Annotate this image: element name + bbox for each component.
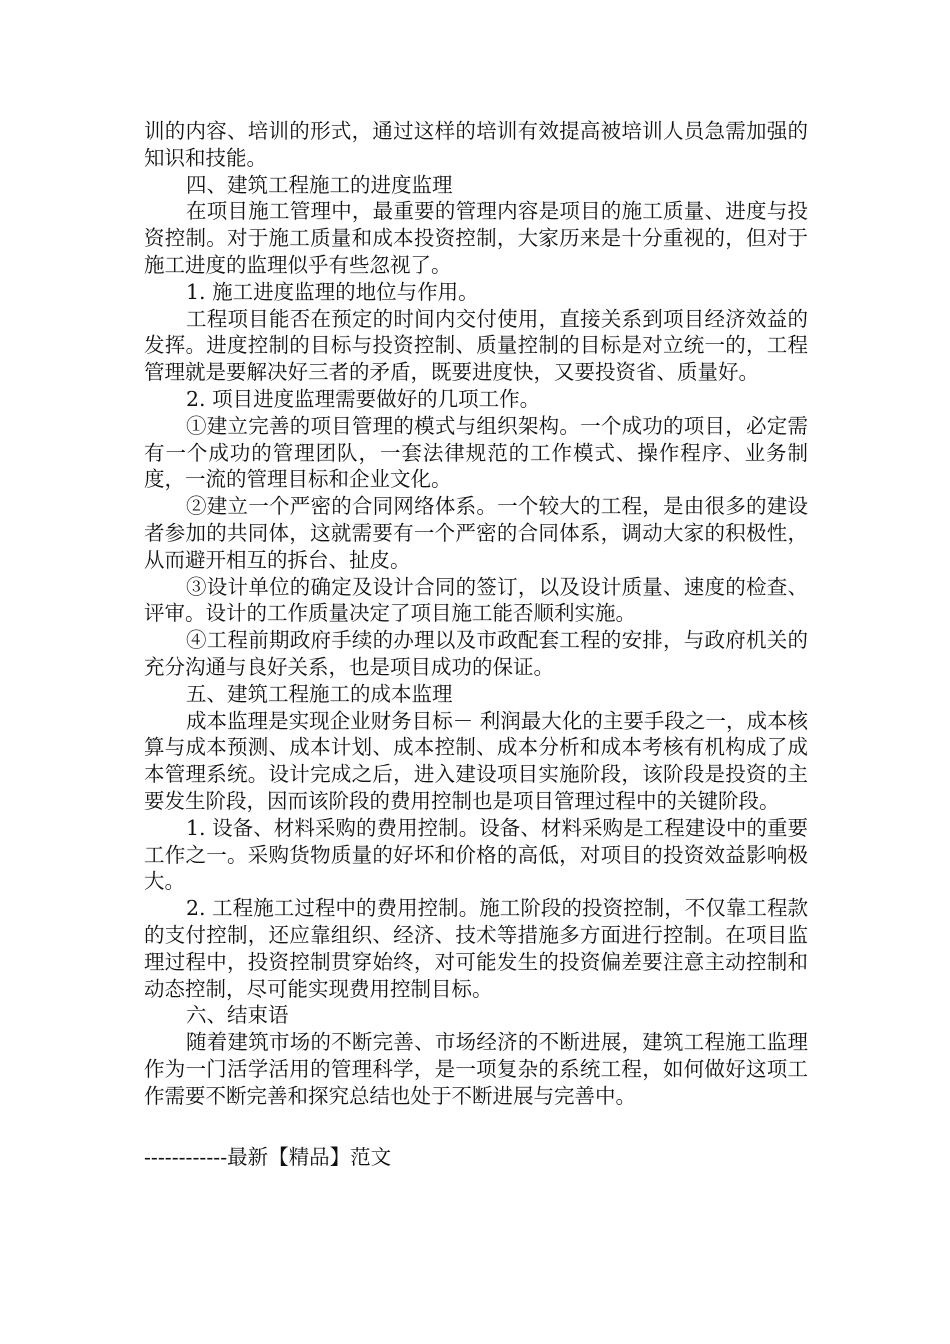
paragraph-continuation: 训的内容、培训的形式，通过这样的培训有效提高被培训人员急需加强的知识和技能。 (144, 119, 808, 170)
paragraph: 成本监理是实现企业财务目标－ 利润最大化的主要手段之一，成本核算与成本预测、成本计划、成本控制、成本分析和成本考核有机构成了成本管理系统。设计完成之后，进入建设项目实施阶段，该阶段是投资的主要发生阶段，因而该阶段的费用控制也是项目管理过程中的关键阶段。 (144, 708, 808, 813)
list-item: ③设计单位的确定及设计合同的签订，以及设计质量、速度的检查、评审。设计的工作质量决定了项目施工能否顺利实施。 (144, 574, 808, 626)
paragraph: 随着建筑市场的不断完善、市场经济的不断进展，建筑工程施工监理作为一门活学活用的管理科学，是一项复杂的系统工程，如何做好这项工作需要不断完善和探究总结也处于不断进展与完善中。 (144, 1030, 808, 1108)
subheading: 1. 施工进度监理的地位与作用。 (186, 279, 479, 304)
subheading: 2. 项目进度监理需要做好的几项工作。 (186, 386, 541, 411)
footer-text: ------------最新【精品】范文 (144, 1145, 392, 1169)
paragraph: 工程项目能否在预定的时间内交付使用，直接关系到项目经济效益的发挥。进度控制的目标与投资控制、质量控制的目标是对立统一的，工程管理就是要解决好三者的矛盾，既要进度快，又要投资省、质量好。 (144, 306, 808, 385)
list-item: ④工程前期政府手续的办理以及市政配套工程的安排，与政府机关的充分沟通与良好关系，也是项目成功的保证。 (144, 628, 808, 679)
paragraph: 在项目施工管理中，最重要的管理内容是项目的施工质量、进度与投资控制。对于施工质量和成本投资控制，大家历来是十分重视的，但对于施工进度的监理似乎有些忽视了。 (144, 199, 808, 277)
paragraph: 2. 工程施工过程中的费用控制。施工阶段的投资控制，不仅靠工程款的支付控制，还应靠组织、经济、技术等措施多方面进行控制。在项目监理过程中，投资控制贯穿始终，对可能发生的投资偏差要注意主动控制和动态控制，尽可能实现费用控制目标。 (144, 896, 808, 1001)
document-body (144, 118, 808, 1109)
section-heading-schedule: 四、建筑工程施工的进度监理 (186, 172, 453, 197)
section-heading-conclusion: 六、结束语 (186, 1003, 289, 1028)
section-heading-cost: 五、建筑工程施工的成本监理 (186, 681, 453, 706)
paragraph: 1. 设备、材料采购的费用控制。设备、材料采购是工程建设中的重要工作之一。采购货物质量的好坏和价格的高低，对项目的投资效益影响极大。 (144, 815, 808, 894)
list-item: ②建立一个严密的合同网络体系。一个较大的工程，是由很多的建设者参加的共同体，这就需要有一个严密的合同体系，调动大家的积极性，从而避开相互的拆台、扯皮。 (144, 494, 808, 572)
list-item: ①建立完善的项目管理的模式与组织架构。一个成功的项目，必定需有一个成功的管理团队，一套法律规范的工作模式、操作程序、业务制度，一流的管理目标和企业文化。 (144, 413, 808, 492)
